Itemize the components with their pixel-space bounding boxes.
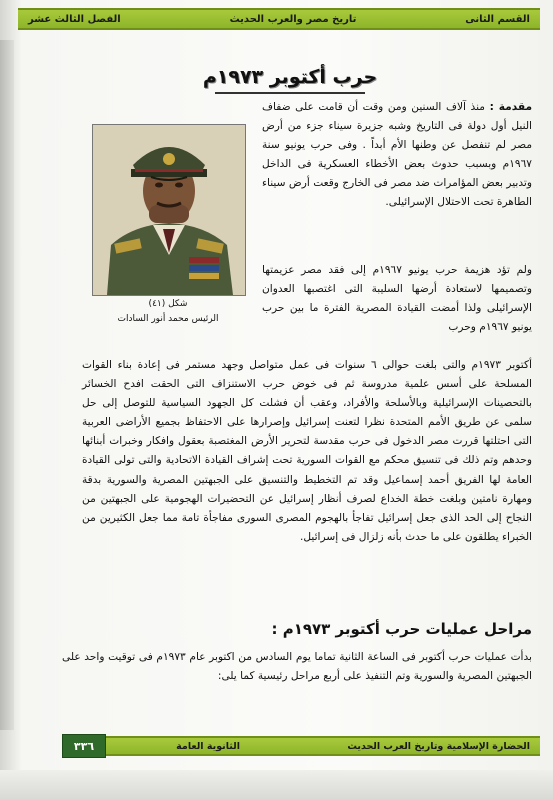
- figure-number: شكل (٤١): [148, 299, 188, 309]
- page-title: حرب أكتوبر ١٩٧٣م: [202, 66, 378, 88]
- paragraph-2: ولم تؤد هزيمة حرب يونيو ١٩٦٧م إلى فقد مصر عزيمتها وتصميمها لاستعادة أرضها السليبة التى اغتصبها العدوان الإسرائيلى ولذا أمضت القيادة المصرية الفترة ما بين حرب يونيو ١٩٦٧م وحرب: [262, 264, 532, 334]
- paragraph-2-continued: أكتوبر ١٩٧٣م والتى بلغت حوالى ٦ سنوات فى عمل متواصل وجهد مستمر فى إعادة بناء القوات المسلحة على أسس علمية مدروسة ثم فى خوض حرب الاستنزاف التى الحقت افدح الخسائر بالتحصينات الإسرائيلية وبالأسلحة والأفراد، وعقب أن فشلت كل الجهود السياسية للتوصل إلى حل سلمى عن طريق الأمم المتحدة نظرا لتعنت إسرائيل وإصرارها على الاحتفاظ بجميع الأراضى العربية التى احتلتها قررت مصر الدخول فى حرب مقدسة لتحرير الأرض المغتصبة بعقول وافكار وخبرات أبنائها وحدهم وتم ذلك فى تنسيق محكم مع القوات السورية تحت إشراف القيادة الاتحادية والتى تولى القيادة العامة لها الفريق أحمد إسماعيل وقد تم التخطيط والتنسيق على الجبهتين المصرية والسورية بدقة ومهارة نامتين وبلغت خطة الخداع لصرف أنظار إسرائيل عن التحضيرات الهجومية على الجبهتين من النجاح إلى الحد الذى جعل إسرائيل تفاجأ بالهجوم المصرى السورى مفاجأة تامة مما جعل الكثيرين من الخبراء يطلقون على ما حدث بأنه زلزال فى إسرائيل.: [82, 359, 532, 543]
- footer-book: الحضارة الإسلامية وتاريخ العرب الحديث: [347, 741, 530, 752]
- running-footer: [62, 736, 540, 756]
- intro-paragraph: [262, 98, 532, 213]
- header-chapter: الفصل الثالث عشر: [28, 13, 121, 25]
- intro-body: منذ آلاف السنين ومن وقت أن قامت على ضفاف النيل أول دولة فى التاريخ وشبه جزيرة سيناء جزء من أرض مصر لم تنفصل عن وطنها الأم أبداً . وفى حرب يونيو سنة ١٩٦٧م وبسبب حدوث بعض الأخطاء العسكرية فى الداخل وتدبير بعض المؤامرات ضد مصر فى الخارج وقعت أرض سيناء الطاهرة تحت الاحتلال الإسرائيلى.: [262, 101, 532, 209]
- page-bottom-edge: [0, 770, 553, 800]
- title-underline: [215, 92, 365, 94]
- running-header: [18, 8, 540, 30]
- intro-label: مقدمة :: [489, 101, 532, 113]
- header-book: تاريخ مصر والعرب الحديث: [229, 13, 357, 25]
- figure-caption: الرئيس محمد أنور السادات: [117, 314, 219, 324]
- footer-level: الثانوية العامة: [176, 741, 240, 752]
- portrait-illustration: [93, 125, 245, 295]
- section-paragraph: بدأت عمليات حرب أكتوبر فى الساعة الثانية تماما يوم السادس من اكتوبر عام ١٩٧٣م فى توقيت واحد على الجبهتين المصرية والسورية وتم التنفيذ على أربع مراحل رئيسية كما يلى:: [62, 651, 532, 683]
- page-edge-shadow: [0, 40, 14, 730]
- page-number: ٣٣٦: [62, 734, 106, 758]
- section-heading: مراحل عمليات حرب أكتوبر ١٩٧٣م :: [271, 620, 532, 638]
- header-section: القسم الثانى: [465, 13, 530, 25]
- sadat-portrait: [92, 124, 246, 296]
